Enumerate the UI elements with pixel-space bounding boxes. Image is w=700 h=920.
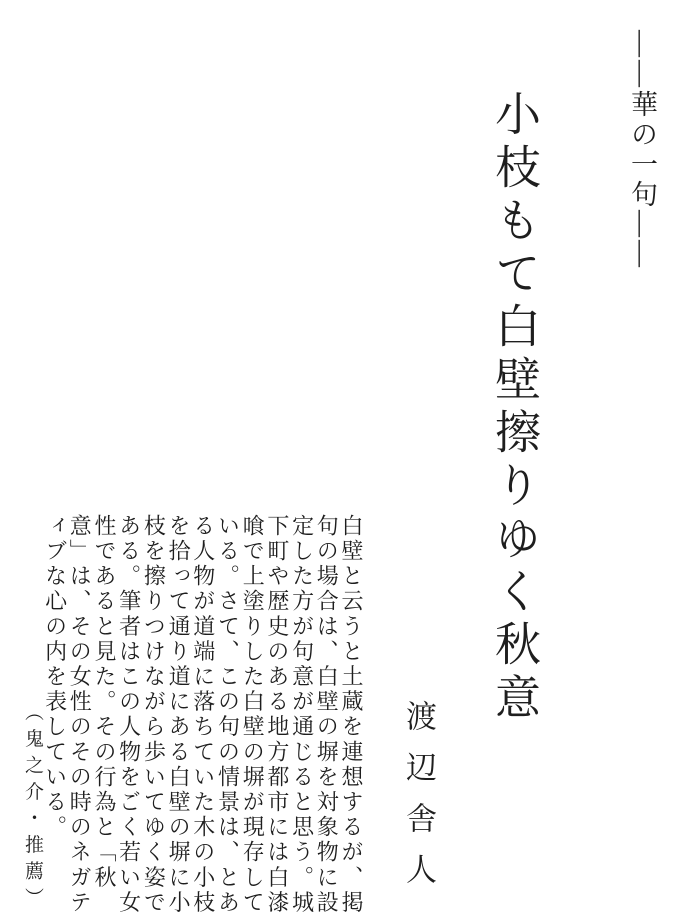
- column-header: [627, 30, 657, 270]
- haiku-author: 渡辺舎人: [401, 700, 436, 904]
- column-title: 華の一句: [627, 90, 657, 210]
- commentary-attribution: （鬼之介・推薦）: [22, 702, 43, 914]
- header-dash-top: ――: [627, 30, 657, 90]
- header-dash-bottom: ――: [627, 210, 657, 270]
- commentary-body: 白壁と云うと土蔵を連想するが、掲句の場合は、白壁の塀を対象物に設定した方が句意が通じると思う。城下町や歴史のある地方都市には白漆喰で上塗りした白壁の塀が現存している。さて、この句の情景は、とある人物が道端に落ちていた木の小枝を拾って通り道にある白壁の塀に小枝を擦りつけながら歩いてゆく姿である。筆者はこの人物をごく若い女性であると見た。その行為と「秋意」は、その女性のその時のネガティブな心の内を表している。: [42, 514, 364, 916]
- haiku-text: 小枝もて白壁擦りゆく秋意: [489, 90, 540, 726]
